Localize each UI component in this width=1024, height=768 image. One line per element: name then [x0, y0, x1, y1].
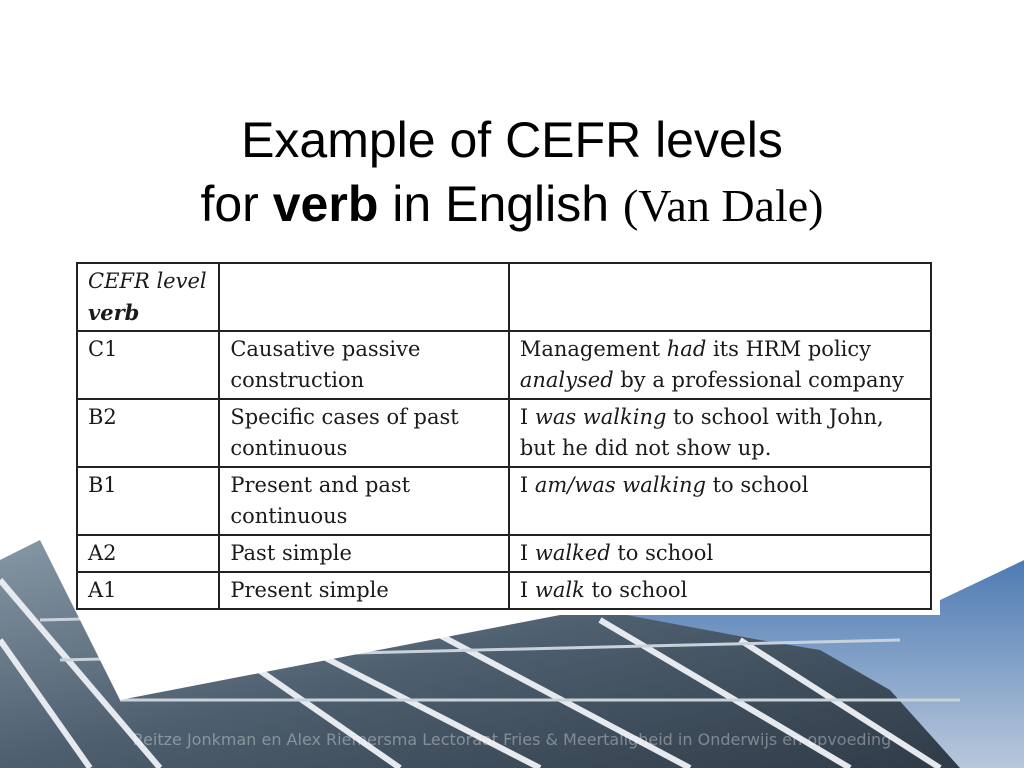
level-cell: A2 — [77, 535, 219, 572]
example-cell — [509, 399, 931, 467]
example-text: its HRM policy — [706, 337, 872, 361]
example-cell — [509, 331, 931, 399]
cefr-levels-table — [76, 262, 932, 610]
table-row — [77, 399, 931, 467]
example-text: I — [519, 541, 535, 565]
example-text: to school with John, but he did not show up. — [519, 405, 884, 460]
example-text: to school — [705, 473, 809, 497]
description-cell: Specific cases of past continuous — [219, 399, 509, 467]
level-cell: B1 — [77, 467, 219, 535]
title-verb: verb — [272, 176, 379, 232]
example-text: to school — [610, 541, 714, 565]
example-italic-text: had — [666, 337, 707, 361]
title-source: (Van Dale) — [622, 180, 824, 231]
header-cell-description — [219, 263, 509, 331]
example-cell — [509, 467, 931, 535]
level-cell: B2 — [77, 399, 219, 467]
header-cell-level — [77, 263, 219, 331]
description-cell: Past simple — [219, 535, 509, 572]
table-row — [77, 331, 931, 399]
description-cell: Present simple — [219, 572, 509, 609]
example-italic-text: walk — [534, 578, 585, 602]
example-italic-text: walked — [534, 541, 611, 565]
slide-title — [0, 108, 1024, 238]
example-cell — [509, 535, 931, 572]
title-line-2 — [0, 172, 1024, 238]
title-line-1: Example of CEFR levels — [241, 112, 783, 168]
description-cell: Present and past continuous — [219, 467, 509, 535]
footer-text: Reitze Jonkman en Alex Riemersma Lectoraat Fries & Meertaligheid in Onderwijs en opvoeding — [132, 730, 892, 749]
example-text: Management — [519, 337, 667, 361]
description-cell: Causative passive construction — [219, 331, 509, 399]
example-italic-text: analysed — [519, 368, 614, 392]
table-body — [77, 331, 931, 609]
table-header-row — [77, 263, 931, 331]
table-row — [77, 572, 931, 609]
example-text: to school — [584, 578, 688, 602]
level-cell: C1 — [77, 331, 219, 399]
example-text: I — [519, 473, 535, 497]
example-text: I — [519, 405, 535, 429]
level-cell: A1 — [77, 572, 219, 609]
example-text: I — [519, 578, 535, 602]
header-cefr-level: CEFR level — [88, 269, 207, 293]
header-verb: verb — [88, 300, 140, 325]
table-row — [77, 535, 931, 572]
example-text: by a professional company — [613, 368, 904, 392]
title-for: for — [200, 176, 259, 232]
example-italic-text: was walking — [534, 405, 667, 429]
table-row — [77, 467, 931, 535]
example-cell — [509, 572, 931, 609]
title-in-english: in English — [392, 176, 610, 232]
example-italic-text: am/was walking — [534, 473, 706, 497]
header-cell-example — [509, 263, 931, 331]
